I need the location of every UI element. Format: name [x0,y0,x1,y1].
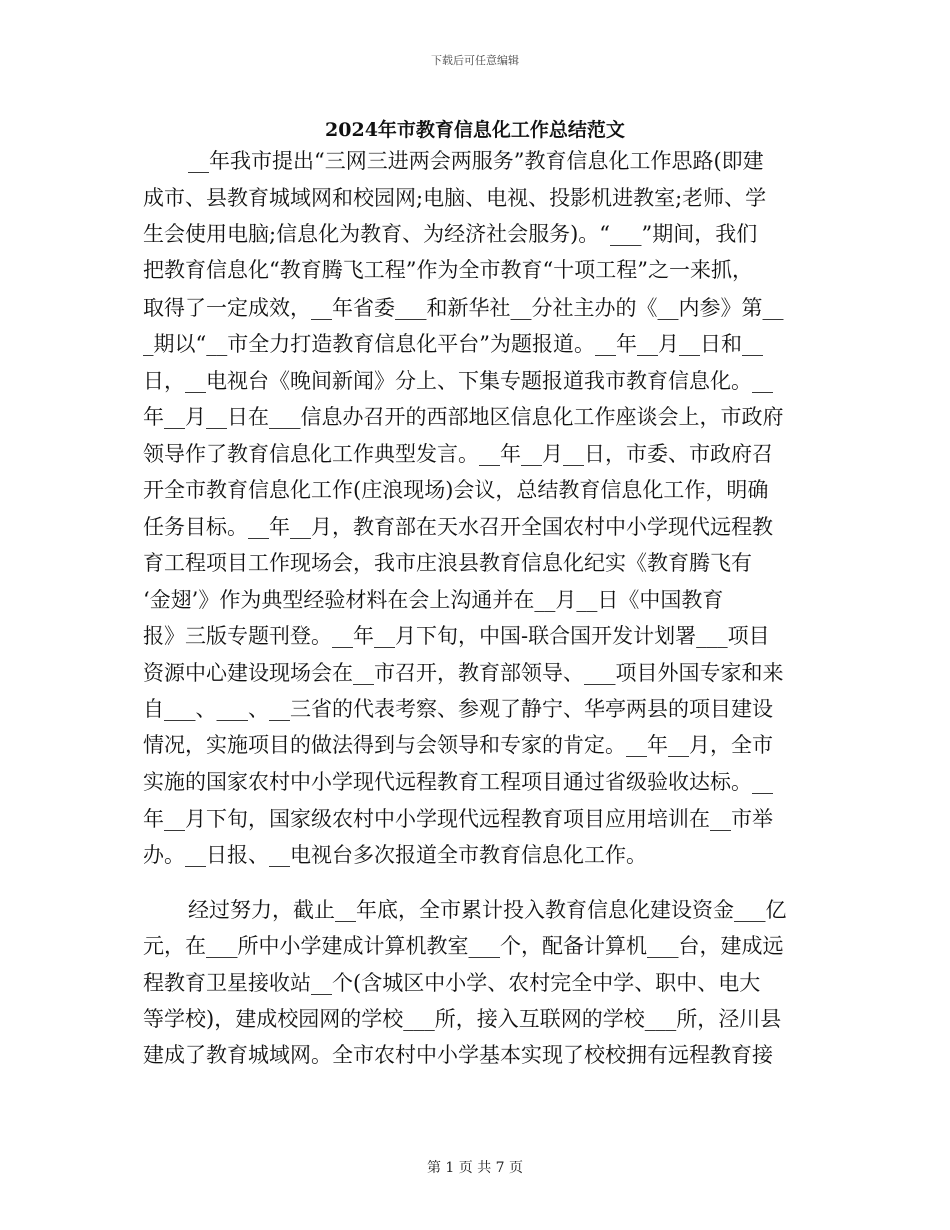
body-line: 取得了一定成效，__年省委___和新华社__分社主办的《__内参》第__ [143,296,784,320]
body-line: 程教育卫星接收站__个(含城区中小学、农村完全中学、职中、电大 [143,971,761,995]
body-line: 生会使用电脑;信息化为教育、为经济社会服务)。“___”期间，我们 [143,222,758,246]
body-line: 年__月__日在___信息办召开的西部地区信息化工作座谈会上，市政府 [143,405,784,429]
document-title: 2024年市教育信息化工作总结范文 [325,119,625,141]
body-line: 任务目标。__年__月，教育部在天水召开全国农村中小学现代远程教 [143,515,773,539]
body-line: 情况，实施项目的做法得到与会领导和专家的肯定。__年__月，全市 [143,733,773,757]
body-line: 经过努力，截止__年底，全市累计投入教育信息化建设资金___亿 [188,898,787,922]
body-line: _期以“__市全力打造教育信息化平台”为题报道。__年__月__日和__ [143,332,763,356]
body-line: 成市、县教育城域网和校园网;电脑、电视、投影机进教室;老师、学 [143,186,767,210]
body-line: 年__月下旬，国家级农村中小学现代远程教育项目应用培训在__市举 [143,807,773,831]
body-line: 报》三版专题刊登。__年__月下旬，中国-联合国开发计划署___项目 [143,624,770,648]
body-line: 把教育信息化“教育腾飞工程”作为全市教育“十项工程”之一来抓， [143,258,753,282]
body-line: 领导作了教育信息化工作典型发言。__年__月__日，市委、市政府召 [143,442,773,466]
body-line: 建成了教育城域网。全市农村中小学基本实现了校校拥有远程教育接 [143,1043,773,1067]
body-line: 办。__日报、__电视台多次报道全市教育信息化工作。 [143,843,647,867]
body-line: 等学校)，建成校园网的学校___所，接入互联网的学校___所，泾川县 [143,1007,782,1031]
page-header-note: 下载后可任意编辑 [431,54,519,67]
body-line: 育工程项目工作现场会，我市庄浪县教育信息化纪实《教育腾飞有 [143,551,752,575]
body-line: 自___、___、__三省的代表考察、参观了静宁、华亭两县的项目建设 [143,697,773,721]
body-line: 资源中心建设现场会在__市召开，教育部领导、___项目外国专家和来 [143,661,784,685]
body-line: __年我市提出“三网三进两会两服务”教育信息化工作思路(即建 [188,149,764,173]
body-line: ‘金翅’》作为典型经验材料在会上沟通并在__月__日《中国教育 [143,588,724,612]
body-line: 元，在___所中小学建成计算机教室___个，配备计算机___台，建成远 [143,934,784,958]
body-line: 日，__电视台《晚间新闻》分上、下集专题报道我市教育信息化。__ [143,369,773,393]
body-line: 开全市教育信息化工作(庄浪现场)会议，总结教育信息化工作，明确 [143,478,769,502]
page-number: 第 1 页 共 7 页 [426,1160,524,1176]
body-line: 实施的国家农村中小学现代远程教育工程项目通过省级验收达标。__ [143,770,773,794]
